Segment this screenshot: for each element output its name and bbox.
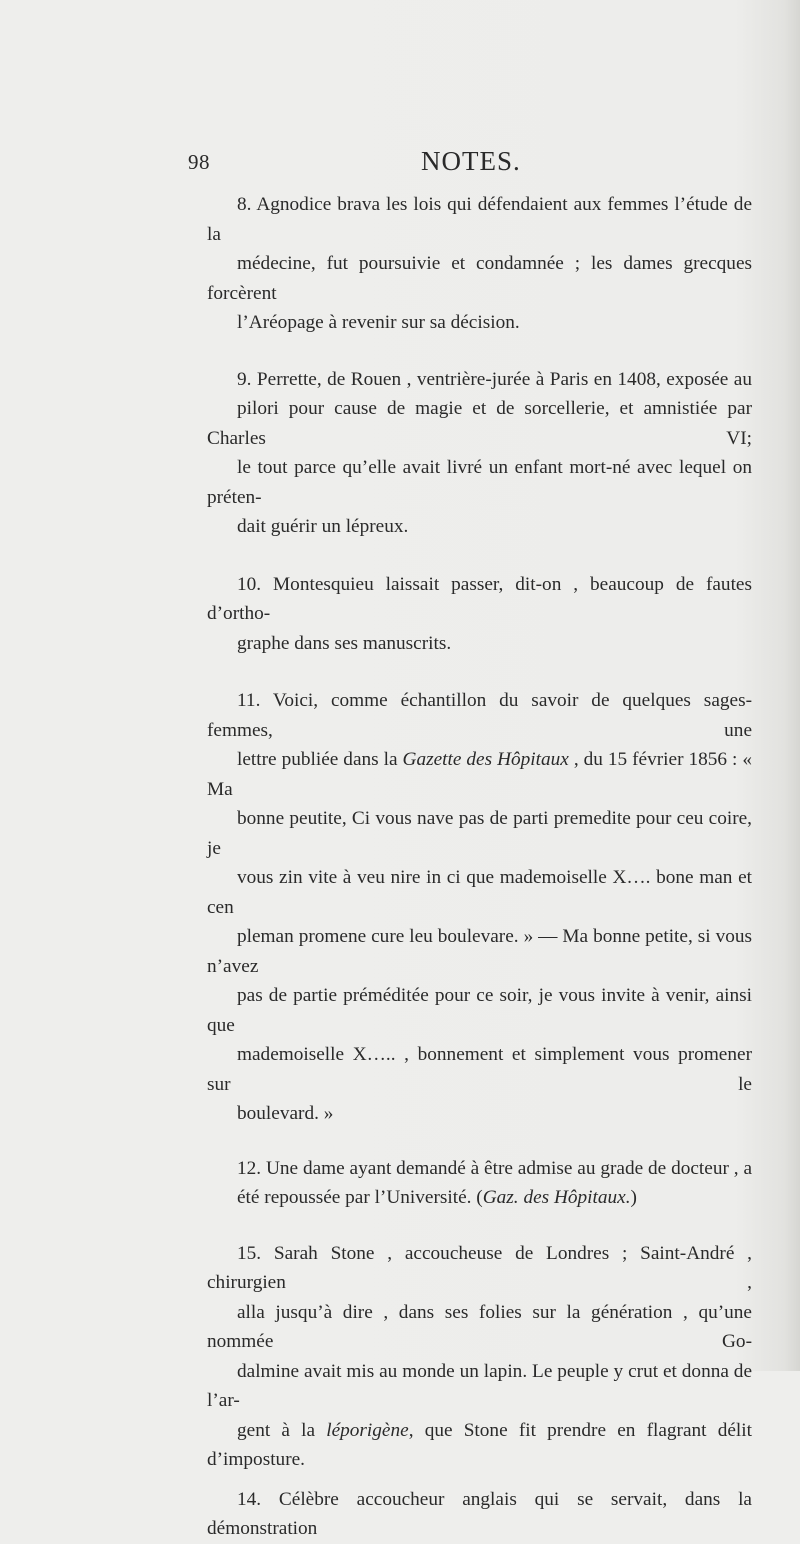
note-12: [207, 1154, 752, 1213]
note-line: pleman promene cure leu boulevare. » — Ma bonne petite, si vous n’avez: [207, 926, 752, 977]
note-line: 11. Voici, comme échantillon du savoir de quelques sages-femmes, une: [207, 690, 752, 741]
note-8: [207, 190, 752, 338]
journal-title: Gazette des Hôpitaux: [402, 749, 569, 770]
page-header: [188, 146, 748, 180]
note-line: [207, 1416, 752, 1475]
note-text: , du 15 février 1856 : « Ma: [207, 749, 752, 800]
note-line: l’Aréopage à revenir sur sa décision.: [237, 312, 520, 333]
note-line: dait guérir un lépreux.: [237, 516, 409, 537]
note-line: [207, 745, 752, 804]
note-line: pilori pour cause de magie et de sorcellerie, et amnistiée par Charles VI;: [207, 398, 752, 449]
note-9: [207, 365, 752, 542]
note-line: alla jusqu’à dire , dans ses folies sur la génération , qu’une nommée Go-: [207, 1301, 752, 1352]
note-line: 9. Perrette, de Rouen , ventrière-jurée à Paris en 1408, exposée au: [237, 368, 752, 390]
note-line: 14. Célèbre accoucheur anglais qui se servait, dans la démonstration: [207, 1488, 752, 1539]
note-10: [207, 570, 752, 659]
note-text: lettre publiée dans la: [237, 749, 403, 770]
note-line: boulevard. »: [237, 1103, 334, 1124]
note-text: ): [630, 1187, 637, 1208]
note-line: 12. Une dame ayant demandé à être admise au grade de docteur , a: [237, 1157, 752, 1179]
note-15: [207, 1239, 752, 1475]
note-text: été repoussée par l’Université. (: [237, 1187, 483, 1208]
journal-title: Gaz. des Hôpitaux.: [482, 1187, 631, 1208]
note-text: , que Stone fit prendre en flagrant délit d’imposture.: [207, 1419, 752, 1470]
note-text: gent à la: [237, 1419, 327, 1441]
notes-body: [207, 190, 752, 1544]
note-line: graphe dans ses manuscrits.: [237, 632, 452, 654]
note-line: 8. Agnodice brava les lois qui défendaient aux femmes l’étude de la: [207, 194, 752, 245]
note-line: le tout parce qu’elle avait livré un enfant mort-né avec lequel on préten-: [207, 457, 752, 508]
note-line: pas de partie préméditée pour ce soir, je vous invite à venir, ainsi que: [207, 985, 752, 1036]
term: léporigène: [326, 1419, 409, 1441]
running-title: NOTES.: [421, 146, 521, 176]
note-line: vous zin vite à veu nire in ci que mademoiselle X…. bone man et cen: [207, 867, 752, 918]
note-line: 10. Montesquieu laissait passer, dit-on , beaucoup de fautes d’ortho-: [207, 573, 752, 624]
note-line: bonne peutite, Ci vous nave pas de parti premedite pour ceu coire, je: [207, 808, 752, 859]
page-number: 98: [188, 150, 210, 174]
note-line: dalmine avait mis au monde un lapin. Le peuple y crut et donna de l’ar-: [207, 1360, 752, 1411]
note-line: mademoiselle X….. , bonnement et simplement vous promener sur le: [207, 1044, 752, 1095]
note-line: [207, 1183, 752, 1213]
note-11: [207, 686, 752, 1129]
note-14: [207, 1485, 752, 1544]
note-line: médecine, fut poursuivie et condamnée ; les dames grecques forcèrent: [207, 253, 752, 304]
note-line: 15. Sarah Stone , accoucheuse de Londres ; Saint-André , chirurgien ,: [207, 1242, 752, 1293]
